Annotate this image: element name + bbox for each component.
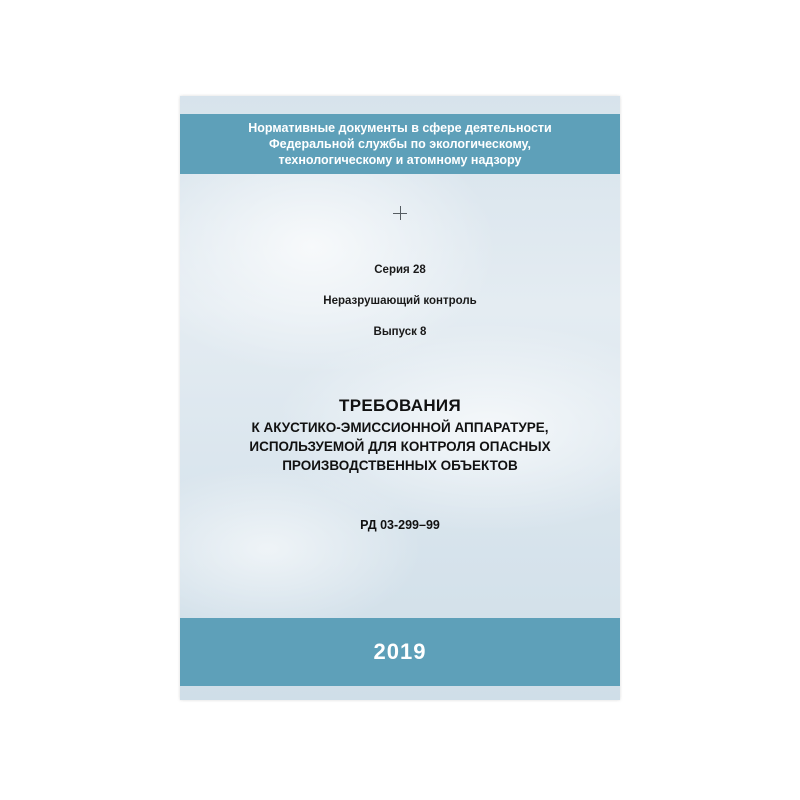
subtitle-line-3: ПРОИЗВОДСТВЕННЫХ ОБЪЕКТОВ [282, 458, 518, 473]
subtitle-line-2: ИСПОЛЬЗУЕМОЙ ДЛЯ КОНТРОЛЯ ОПАСНЫХ [249, 439, 551, 454]
header-line-3: технологическому и атомному надзору [278, 153, 522, 167]
document-title: ТРЕБОВАНИЯ [339, 396, 461, 415]
header-line-2: Федеральной службы по экологическому, [268, 137, 532, 151]
header-line-1: Нормативные документы в сфере деятельности [248, 121, 552, 135]
header-band [180, 114, 620, 174]
issue-label: Выпуск 8 [373, 326, 427, 338]
series-label: Серия 28 [374, 264, 426, 276]
book-cover [180, 96, 620, 700]
crosshair-mark-icon [393, 206, 407, 220]
footer-band [180, 618, 620, 686]
subtitle-line-1: К АКУСТИКО-ЭМИССИОННОЙ АППАРАТУРЕ, [251, 420, 549, 435]
document-code: РД 03-299–99 [360, 518, 440, 532]
category-label: Неразрушающий контроль [323, 295, 477, 307]
publication-year: 2019 [373, 639, 427, 664]
document-subtitle [180, 418, 620, 475]
